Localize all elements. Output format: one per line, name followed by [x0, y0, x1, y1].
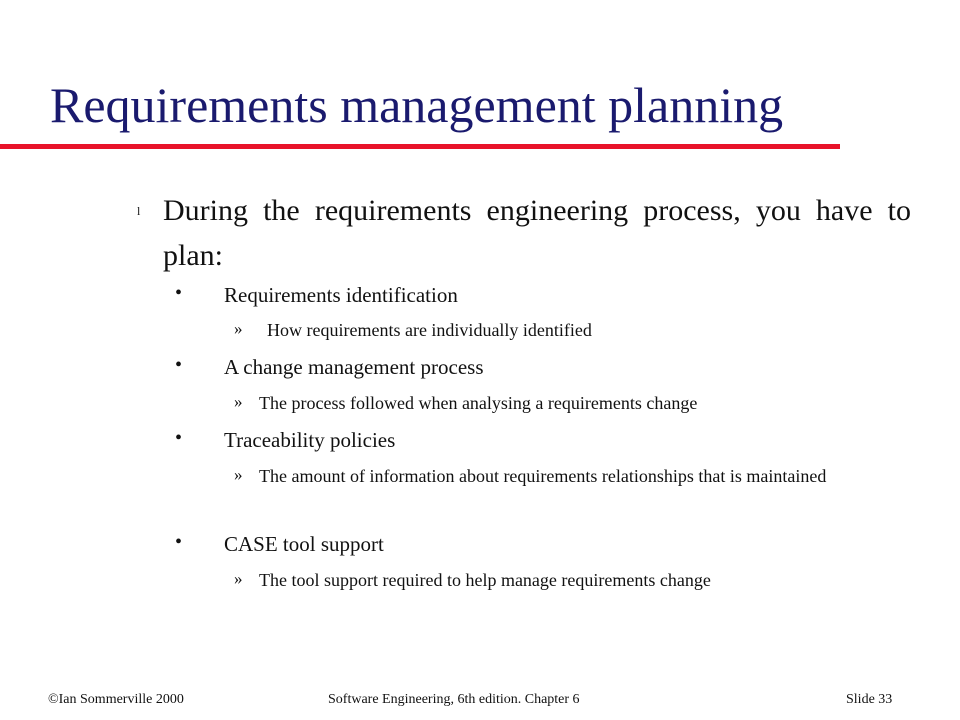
item-bullet: • — [175, 354, 183, 376]
main-bullet: l — [137, 204, 141, 218]
sub-bullet: » — [234, 392, 243, 411]
sub-item-text: How requirements are individually identified — [267, 320, 592, 340]
item-label: Traceability policies — [224, 428, 396, 452]
item-bullet: • — [175, 282, 183, 304]
footer-slide-number: Slide 33 — [846, 692, 893, 707]
item-bullet: • — [175, 531, 183, 553]
item-label: Requirements identification — [224, 283, 458, 307]
sub-bullet: » — [234, 319, 243, 338]
sub-item-text: The process followed when analysing a requirements change — [259, 393, 698, 413]
sub-bullet: » — [234, 465, 243, 484]
title-underline — [0, 144, 840, 149]
main-bullet-text: During the requirements engineering process, you have to plan: — [163, 194, 911, 272]
item-bullet: • — [175, 427, 183, 449]
item-label: A change management process — [224, 355, 484, 379]
slide-title: Requirements management planning — [50, 77, 784, 133]
sub-item-text: The tool support required to help manage requirements change — [259, 570, 711, 590]
footer-book-title: Software Engineering, 6th edition. Chapter 6 — [328, 692, 580, 707]
item-label: CASE tool support — [224, 532, 384, 556]
sub-bullet: » — [234, 569, 243, 588]
sub-item-text: The amount of information about requirements relationships that is maintained — [259, 466, 827, 486]
footer-copyright: ©Ian Sommerville 2000 — [48, 692, 184, 707]
